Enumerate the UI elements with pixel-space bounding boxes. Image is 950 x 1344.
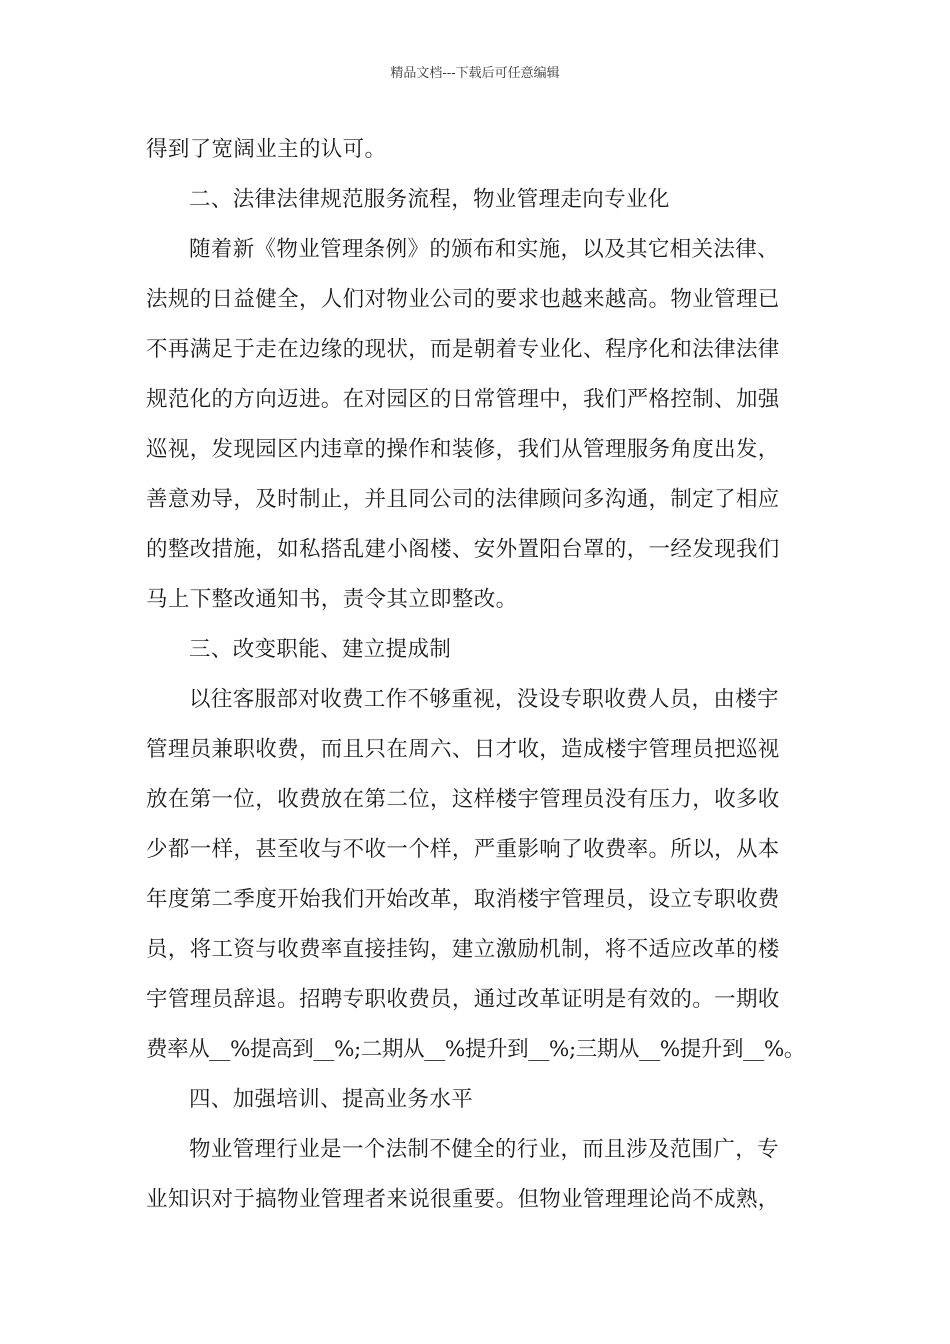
paragraph-line: 规范化的方向迈进。在对园区的日常管理中，我们严格控制、加强: [146, 387, 780, 412]
paragraph-line: 年度第二季度开始我们开始改革，取消楼宇管理员，设立专职收费: [146, 887, 780, 912]
paragraph-line: 物业管理行业是一个法制不健全的行业，而且涉及范围广，专: [189, 1137, 779, 1162]
paragraph-line: 法规的日益健全，人们对物业公司的要求也越来越高。物业管理已: [146, 287, 780, 312]
paragraph-line: 的整改措施，如私搭乱建小阁楼、安外置阳台罩的，一经发现我们: [146, 537, 780, 562]
paragraph-line: 管理员兼职收费，而且只在周六、日才收，造成楼宇管理员把巡视: [146, 737, 780, 762]
paragraph-line: 马上下整改通知书，责令其立即整改。: [146, 587, 518, 612]
paragraph-line: 费率从__%提高到__%;二期从__%提升到__%;三期从__%提升到__%。: [146, 1037, 805, 1062]
paragraph-line: 得到了宽阔业主的认可。: [146, 137, 387, 162]
paragraph-line: 放在第一位，收费放在第二位，这样楼宇管理员没有压力，收多收: [146, 787, 780, 812]
paragraph-line: 宇管理员辞退。招聘专职收费员，通过改革证明是有效的。一期收: [146, 987, 780, 1012]
section-heading: 三、改变职能、建立提成制: [189, 637, 452, 662]
section-heading: 四、加强培训、提高业务水平: [189, 1087, 474, 1112]
page-header: 精品文档---下载后可任意编辑: [390, 66, 560, 81]
paragraph-line: 以往客服部对收费工作不够重视，没设专职收费人员，由楼宇: [189, 687, 779, 712]
paragraph-line: 善意劝导，及时制止，并且同公司的法律顾问多沟通，制定了相应: [146, 487, 780, 512]
paragraph-line: 员，将工资与收费率直接挂钩，建立激励机制，将不适应改革的楼: [146, 937, 780, 962]
paragraph-line: 业知识对于搞物业管理者来说很重要。但物业管理理论尚不成熟，: [146, 1187, 780, 1212]
paragraph-line: 随着新《物业管理条例》的颁布和实施，以及其它相关法律、: [189, 237, 779, 262]
paragraph-line: 不再满足于走在边缘的现状，而是朝着专业化、程序化和法律法律: [146, 337, 780, 362]
section-heading: 二、法律法律规范服务流程，物业管理走向专业化: [189, 187, 670, 212]
paragraph-line: 巡视，发现园区内违章的操作和装修，我们从管理服务角度出发，: [146, 437, 780, 462]
paragraph-line: 少都一样，甚至收与不收一个样，严重影响了收费率。所以，从本: [146, 837, 780, 862]
